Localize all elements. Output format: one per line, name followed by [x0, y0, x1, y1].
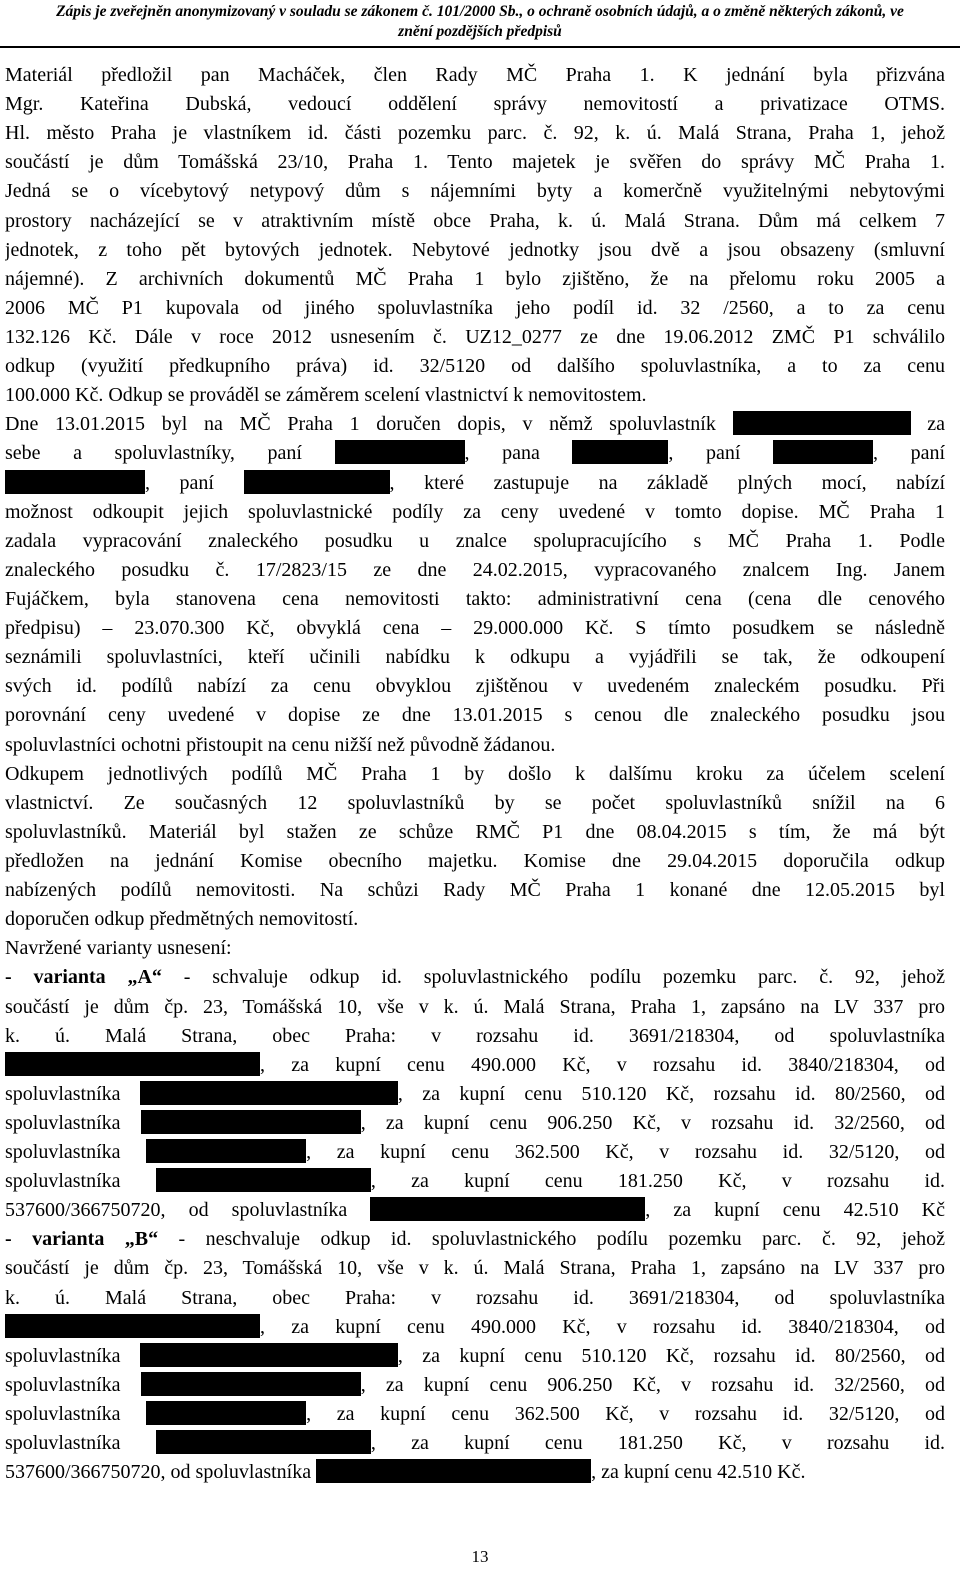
header-line-1: Zápis je zveřejněn anonymizovaný v souladu se zákonem č. 101/2000 Sb., o ochraně osobních údajů, a o změně některých zákonů, ve — [56, 3, 904, 20]
variant-a-line: spoluvlastníka , za kupní cenu 362.500 Kč, v rozsahu id. 32/5120, od — [5, 1141, 945, 1164]
redaction-bar — [733, 411, 911, 435]
text-line: 100.000 Kč. Odkup se prováděl se záměrem scelení vlastnictví k nemovitostem. — [5, 384, 647, 407]
redaction-bar — [141, 1372, 361, 1396]
variant-b-line: spoluvlastníka , za kupní cenu 906.250 Kč, v rozsahu id. 32/2560, od — [5, 1373, 945, 1396]
variant-b-line: spoluvlastníka , za kupní cenu 510.120 Kč, rozsahu id. 80/2560, od — [5, 1344, 945, 1367]
redaction-bar — [146, 1401, 306, 1425]
text-line: nájemné). Z archivních dokumentů MČ Praha 1 bylo zjištěno, že na přelomu roku 2005 a — [5, 267, 945, 290]
variant-b-line: 537600/366750720, od spoluvlastníka , za kupní cenu 42.510 Kč. — [5, 1461, 806, 1484]
redaction-bar — [335, 440, 465, 464]
text-line: Dne 13.01.2015 byl na MČ Praha 1 doručen dopis, v němž spoluvlastník za — [5, 413, 945, 436]
text-line: Jedná se o vícebytový netypový dům s nájemními byty a komerčně využitelnými nebytovými — [5, 180, 945, 203]
text-line: zadala vypracování znaleckého posudku u znalce spolupracujícího s MČ Praha 1. Podle — [5, 529, 945, 552]
minutes-body — [5, 61, 945, 1487]
text-line: Mgr. Kateřina Dubská, vedoucí oddělení správy nemovitostí a privatizace OTMS. — [5, 93, 945, 116]
text-line: předpisu) – 23.070.300 Kč, obvyklá cena – 29.000.000 Kč. S tímto posudkem se následně — [5, 617, 945, 640]
redaction-bar — [156, 1168, 371, 1192]
text-line: spoluvlastníci ochotni přistoupit na cenu nižší než původně žádanou. — [5, 733, 556, 756]
text-line: doporučen odkup předmětných nemovitostí. — [5, 908, 359, 931]
text-line: Hl. město Praha je vlastníkem id. části pozemku parc. č. 92, k. ú. Malá Strana, Praha 1, jehož — [5, 122, 945, 145]
variant-b-line: součástí je dům čp. 23, Tomášská 10, vše v k. ú. Malá Strana, Praha 1, zapsáno na LV 337 pro — [5, 1257, 945, 1280]
redaction-bar — [316, 1459, 591, 1483]
text-line: součástí je dům Tomášská 23/10, Praha 1. Tento majetek je svěřen do správy MČ Praha 1. — [5, 151, 945, 174]
text-line: vlastnictví. Ze současných 12 spoluvlastníků by se počet spoluvlastníků snížil na 6 — [5, 791, 945, 814]
redaction-bar — [5, 1052, 260, 1076]
text-line: svých id. podílů nabízí za cenu obvyklou zjištěnou v uvedeném znaleckém posudku. Při — [5, 675, 945, 698]
text-line: 2006 MČ P1 kupovala od jiného spoluvlastníka jeho podíl id. 32 /2560, a to za cenu — [5, 296, 945, 319]
text-line: spoluvlastníků. Materiál byl stažen ze schůze RMČ P1 dne 08.04.2015 s tím, že má být — [5, 820, 945, 843]
redaction-bar — [5, 1314, 260, 1338]
text-line: porovnání ceny uvedené v dopise ze dne 13.01.2015 s cenou dle znaleckého posudku jsou — [5, 704, 945, 727]
redaction-bar — [773, 440, 873, 464]
variant-b-line: k. ú. Malá Strana, obec Praha: v rozsahu id. 3691/218304, od spoluvlastníka — [5, 1286, 945, 1309]
variant-a-line: , za kupní cenu 490.000 Kč, v rozsahu id. 3840/218304, od — [5, 1051, 945, 1080]
text-line: znaleckého posudku č. 17/2823/15 ze dne 24.02.2015, vypracovaného znalcem Ing. Janem — [5, 558, 945, 581]
redaction-bar — [140, 1343, 398, 1367]
redaction-bar — [572, 440, 668, 464]
text-line: sebe a spoluvlastníky, paní , pana , paní , paní — [5, 442, 945, 465]
variant-a-line: spoluvlastníka , za kupní cenu 510.120 Kč, rozsahu id. 80/2560, od — [5, 1082, 945, 1105]
text-line: jednotek, z toho pět bytových jednotek. Nebytové jednotky jsou dvě a jsou obsazeny (smluvní — [5, 238, 945, 261]
variant-b-line: - varianta „B“ - neschvaluje odkup id. spoluvlastnického podílu pozemku parc. č. 92, jehož — [5, 1228, 945, 1251]
page-number: 13 — [471, 1547, 489, 1566]
redaction-bar — [140, 1081, 398, 1105]
text-line: předložen na jednání Komise obecního majetku. Komise dne 29.04.2015 doporučila odkup — [5, 849, 945, 872]
text-line: Fujáčkem, byla stanovena cena nemovitosti takto: administrativní cena (cena dle cenového — [5, 587, 945, 610]
text-line: možnost odkoupit jejich spoluvlastnické podíly za ceny uvedené v tomto dopise. MČ Praha 1 — [5, 500, 945, 523]
text-line: seznámili spoluvlastníci, kteří učinili nabídku k odkupu a vyjádřili se tak, že odkoupení — [5, 646, 945, 669]
variant-b-line: spoluvlastníka , za kupní cenu 181.250 Kč, v rozsahu id. — [5, 1432, 945, 1455]
variant-a-line: součástí je dům čp. 23, Tomášská 10, vše v k. ú. Malá Strana, Praha 1, zapsáno na LV 337 pro — [5, 995, 945, 1018]
redaction-bar — [146, 1139, 306, 1163]
text-line: odkup (využití předkupního práva) id. 32/5120 od dalšího spoluvlastníka, a to za cenu — [5, 355, 945, 378]
variant-a-label: - varianta „A“ — [5, 966, 162, 989]
variant-a-line: 537600/366750720, od spoluvlastníka , za kupní cenu 42.510 Kč — [5, 1199, 945, 1222]
variant-a-line: spoluvlastníka , za kupní cenu 906.250 Kč, v rozsahu id. 32/2560, od — [5, 1111, 945, 1134]
variant-a-line: k. ú. Malá Strana, obec Praha: v rozsahu id. 3691/218304, od spoluvlastníka — [5, 1024, 945, 1047]
text-line: Materiál předložil pan Macháček, člen Rady MČ Praha 1. K jednání byla přizvána — [5, 64, 945, 86]
text-line: Odkupem jednotlivých podílů MČ Praha 1 by došlo k dalšímu kroku za účelem scelení — [5, 762, 945, 785]
variant-b-line: , za kupní cenu 490.000 Kč, v rozsahu id. 3840/218304, od — [5, 1313, 945, 1342]
text-line: , paní , které zastupuje na základě plných mocí, nabízí — [5, 469, 945, 498]
redaction-bar — [370, 1197, 645, 1221]
anonymization-header — [0, 0, 960, 42]
header-line-2: znění pozdějších předpisů — [398, 23, 562, 40]
variant-a-line: spoluvlastníka , za kupní cenu 181.250 Kč, v rozsahu id. — [5, 1170, 945, 1193]
redaction-bar — [141, 1110, 361, 1134]
variant-a-line: - varianta „A“ - schvaluje odkup id. spoluvlastnického podílu pozemku parc. č. 92, jehož — [5, 966, 945, 989]
redaction-bar — [244, 470, 390, 494]
text-line: nabízených podílů nemovitosti. Na schůzi Rady MČ Praha 1 konané dne 12.05.2015 byl — [5, 879, 945, 902]
redaction-bar — [156, 1430, 371, 1454]
redaction-bar — [5, 470, 145, 494]
header-divider — [0, 46, 960, 48]
text-line: Navržené varianty usnesení: — [5, 937, 232, 960]
text-line: 132.126 Kč. Dále v roce 2012 usnesením č. UZ12_0277 ze dne 19.06.2012 ZMČ P1 schválilo — [5, 325, 945, 348]
text-line: prostory nacházející se v atraktivním místě obce Praha, k. ú. Malá Strana. Dům má celkem 7 — [5, 209, 945, 232]
variant-b-label: - varianta „B“ — [5, 1228, 159, 1251]
variant-b-line: spoluvlastníka , za kupní cenu 362.500 Kč, v rozsahu id. 32/5120, od — [5, 1403, 945, 1426]
